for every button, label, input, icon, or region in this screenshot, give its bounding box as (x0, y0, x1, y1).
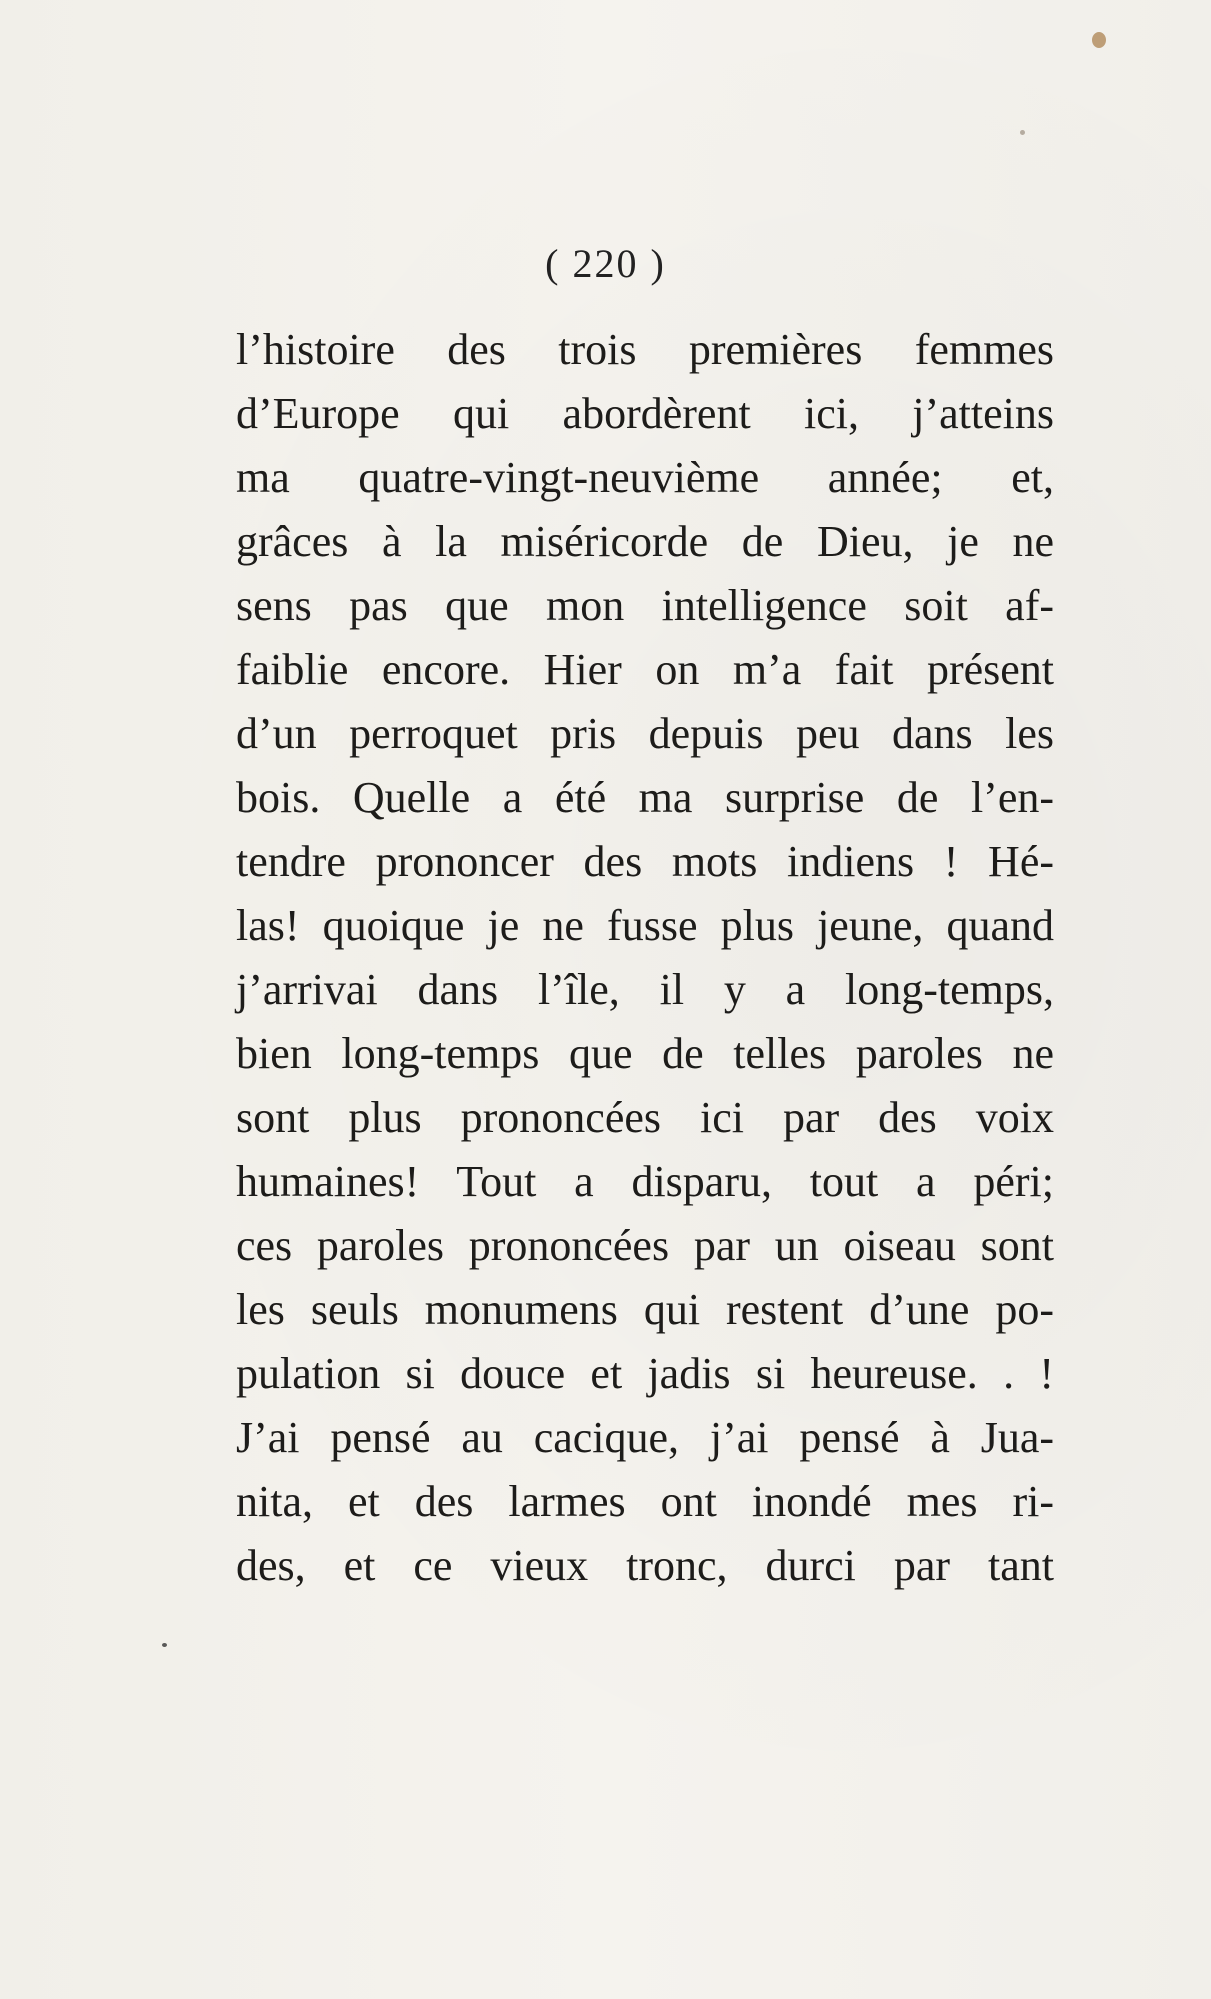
text-line: les seuls monumens qui restent d’une po- (236, 1285, 1054, 1334)
paper-speck (1092, 32, 1106, 48)
text-line: pulation si douce et jadis si heureuse. . ! (236, 1349, 1054, 1398)
paper-speck (1020, 130, 1025, 135)
text-line: ces paroles prononcées par un oiseau sont (236, 1221, 1054, 1270)
text-line: faiblie encore. Hier on m’a fait présent (236, 645, 1054, 694)
text-line: ma quatre-vingt-neuvième année; et, (236, 453, 1054, 502)
text-line: l’histoire des trois premières femmes (236, 325, 1054, 374)
text-line: d’Europe qui abordèrent ici, j’atteins (236, 389, 1054, 438)
body-text (236, 318, 1054, 1598)
text-line: d’un perroquet pris depuis peu dans les (236, 709, 1054, 758)
text-line: J’ai pensé au cacique, j’ai pensé à Jua- (236, 1413, 1054, 1462)
text-line: j’arrivai dans l’île, il y a long-temps, (236, 965, 1054, 1014)
text-line: humaines! Tout a disparu, tout a péri; (236, 1157, 1054, 1206)
text-line: sont plus prononcées ici par des voix (236, 1093, 1054, 1142)
text-line: bien long-temps que de telles paroles ne (236, 1029, 1054, 1078)
text-line: bois. Quelle a été ma surprise de l’en- (236, 773, 1054, 822)
page-number: ( 220 ) (545, 241, 666, 286)
text-line: sens pas que mon intelligence soit af- (236, 581, 1054, 630)
text-line: des, et ce vieux tronc, durci par tant (236, 1541, 1054, 1590)
paper-speck (162, 1643, 167, 1647)
text-line: nita, et des larmes ont inondé mes ri- (236, 1477, 1054, 1526)
text-line: grâces à la miséricorde de Dieu, je ne (236, 517, 1054, 566)
text-line: tendre prononcer des mots indiens ! Hé- (236, 837, 1054, 886)
text-line: las! quoique je ne fusse plus jeune, quand (236, 901, 1054, 950)
